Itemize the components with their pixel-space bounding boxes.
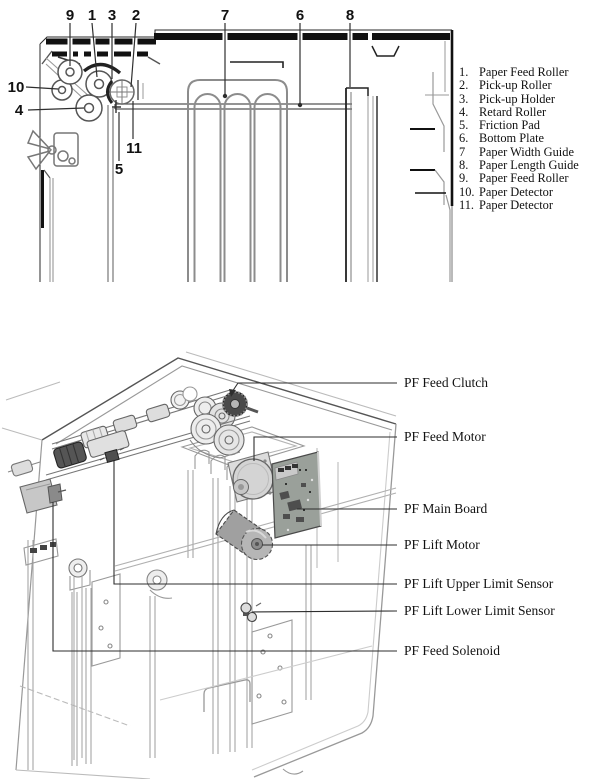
callout-10: 10	[7, 79, 25, 96]
length-guide	[346, 88, 377, 282]
callout-2: 2	[131, 7, 141, 24]
cassette-frame	[40, 30, 452, 282]
figure1-legend	[459, 66, 599, 212]
legend-item: 2. Pick-up Roller	[459, 78, 552, 93]
pf-feed-motor	[228, 452, 277, 502]
callout-3: 3	[107, 7, 117, 24]
pf-main-board	[272, 452, 321, 538]
callout-4: 4	[14, 102, 24, 119]
feed-shafts	[8, 387, 250, 480]
legend-item: 11. Paper Detector	[459, 197, 553, 212]
legend-item: 1. Paper Feed Roller	[459, 65, 569, 79]
callout-11: 11	[126, 140, 142, 157]
part-label-pf-lift-lower-limit-sensor: PF Lift Lower Limit Sensor	[404, 603, 555, 618]
callout-7: 7	[220, 7, 230, 24]
release-lever	[28, 131, 78, 169]
callout-1: 1	[87, 7, 97, 24]
width-guide	[188, 80, 287, 282]
legend-item: 6. Bottom Plate	[459, 131, 545, 146]
feed-rollers	[46, 57, 143, 121]
part-label-pf-feed-solenoid: PF Feed Solenoid	[404, 643, 501, 658]
callout-8: 8	[345, 7, 355, 24]
part-label-pf-main-board: PF Main Board	[404, 501, 488, 516]
part-label-pf-lift-upper-limit-sensor: PF Lift Upper Limit Sensor	[404, 576, 554, 591]
legend-item: 5. Friction Pad	[459, 118, 540, 133]
legend-item: 10. Paper Detector	[459, 184, 553, 199]
callout-5: 5	[114, 161, 124, 178]
legend-item: 7 Paper Width Guide	[459, 144, 574, 159]
pf-feed-clutch	[223, 392, 258, 416]
pf-lift-motor	[216, 510, 273, 560]
part-label-pf-lift-motor: PF Lift Motor	[404, 537, 480, 552]
legend-item: 8. Paper Length Guide	[459, 158, 579, 173]
legend-item: 3. Pick-up Holder	[459, 91, 556, 106]
part-label-pf-feed-clutch: PF Feed Clutch	[404, 375, 489, 390]
part-label-pf-feed-motor: PF Feed Motor	[404, 429, 486, 444]
callout-6: 6	[295, 7, 305, 24]
callout-9: 9	[65, 7, 75, 24]
legend-item: 9. Paper Feed Roller	[459, 171, 569, 186]
legend-item: 4. Retard Roller	[459, 104, 547, 119]
pf-feed-solenoid	[20, 479, 66, 513]
